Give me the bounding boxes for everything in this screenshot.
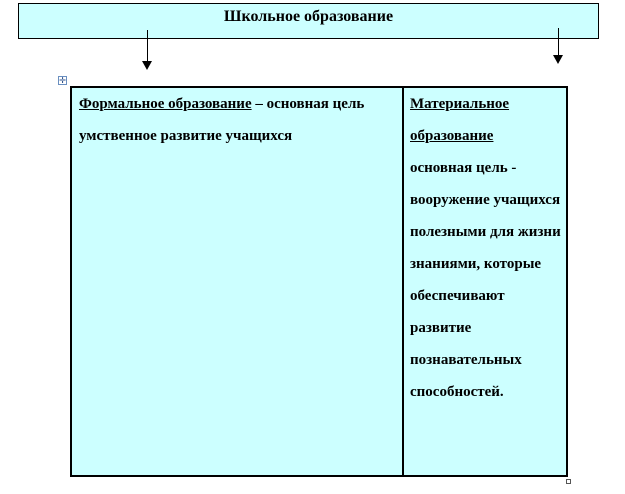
education-table <box>70 86 568 477</box>
formal-education-definition: – основная цель умственное развитие учащихся <box>79 96 365 144</box>
arrow-left <box>142 30 154 70</box>
school-education-box <box>18 3 599 39</box>
material-education-cell[interactable] <box>404 88 566 475</box>
formal-education-cell[interactable] <box>72 88 404 475</box>
material-education-definition: основная цель - вооружение учащихся полезными для жизни знаниями, которые обеспечивают развитие познавательных способностей. <box>410 160 561 400</box>
table-move-icon[interactable]: ✛ <box>59 76 66 85</box>
material-education-term: Материальное образование <box>410 96 510 144</box>
arrow-right <box>553 28 565 64</box>
school-education-title: Школьное образование <box>223 8 394 25</box>
table-resize-handle[interactable] <box>566 479 571 484</box>
formal-education-term: Формальное образование <box>79 96 252 112</box>
